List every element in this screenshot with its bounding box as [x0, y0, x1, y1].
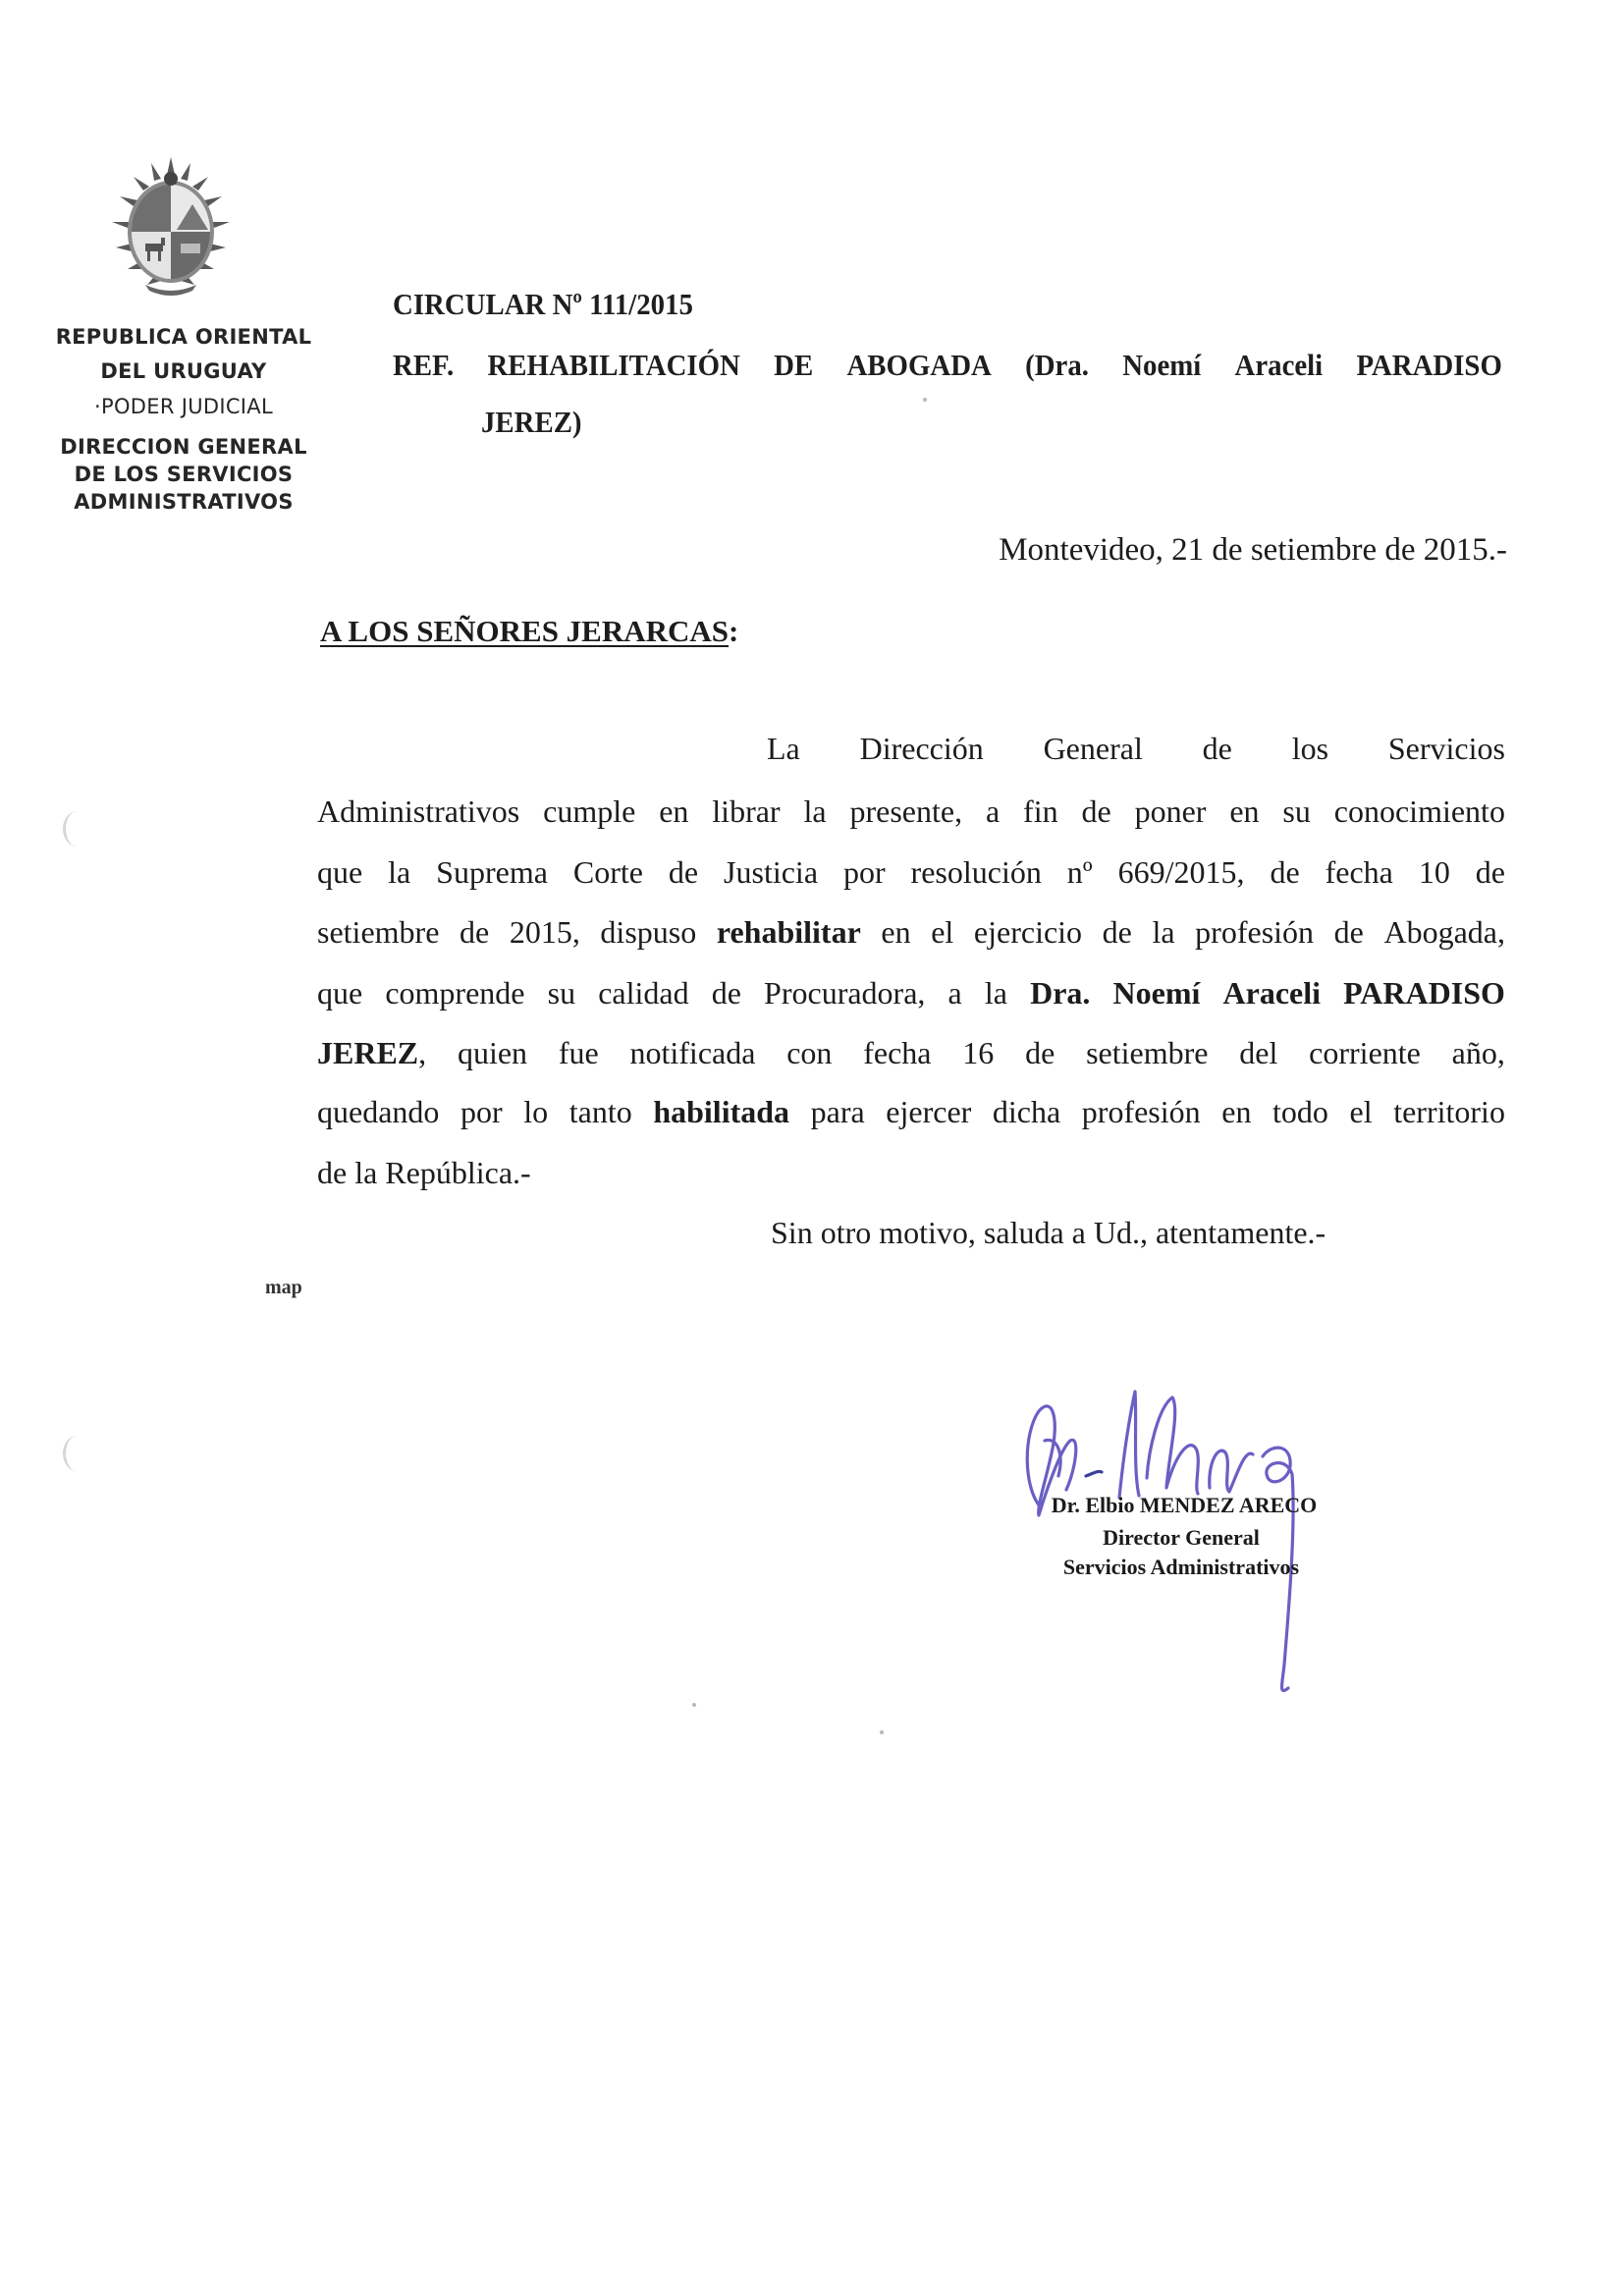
- word: de: [1270, 854, 1300, 890]
- body-line-2: [317, 792, 1505, 831]
- signer-name: Dr. Elbio MENDEZ ARECO: [1051, 1493, 1318, 1517]
- word: de: [668, 854, 699, 890]
- hole-punch-mark: [63, 1436, 91, 1471]
- word: del: [1239, 1035, 1278, 1070]
- word: cumple: [543, 793, 636, 829]
- word: comprende: [385, 975, 525, 1011]
- closing-line: Sin otro motivo, saluda a Ud., atentamente.-: [771, 1215, 1326, 1250]
- word: los: [1291, 731, 1329, 766]
- scan-speck: [923, 398, 927, 402]
- salutation-colon: :: [729, 614, 739, 648]
- scan-speck: [880, 1730, 884, 1734]
- word: la: [1152, 914, 1175, 950]
- word: la: [803, 793, 827, 829]
- emphasis-name: Araceli: [1222, 975, 1321, 1011]
- word: Corte: [572, 854, 643, 890]
- emphasis-name: PARADISO: [1343, 975, 1505, 1011]
- word: dicha: [992, 1094, 1061, 1129]
- word: ,: [418, 1035, 427, 1070]
- body-line-5: [317, 973, 1505, 1012]
- word: el: [931, 914, 954, 950]
- word: 669/2015,: [1117, 854, 1245, 890]
- body-line-7: [317, 1092, 1505, 1131]
- word: territorio: [1393, 1094, 1505, 1129]
- word: a: [985, 793, 1001, 829]
- word: la: [984, 975, 1007, 1011]
- ref-word: (Dra.: [1025, 348, 1089, 382]
- word: de: [1081, 793, 1111, 829]
- word: notificada: [629, 1035, 756, 1070]
- word: Dirección: [859, 731, 984, 766]
- signer-office: Servicios Administrativos: [1062, 1555, 1300, 1579]
- word: de: [1202, 731, 1232, 766]
- emphasis-surname: JEREZ: [317, 1035, 419, 1070]
- word: poner: [1134, 793, 1207, 829]
- word: a: [947, 975, 962, 1011]
- word: de: [1333, 914, 1364, 950]
- word: año,: [1451, 1035, 1505, 1070]
- word: La: [767, 731, 800, 766]
- word: su: [547, 975, 576, 1011]
- ref-word: ABOGADA: [846, 348, 992, 382]
- reference-line: [393, 348, 1502, 383]
- word: tanto: [568, 1094, 632, 1129]
- word: que: [317, 854, 363, 890]
- word: que: [317, 975, 363, 1011]
- letterhead-line-6: ADMINISTRATIVOS: [74, 490, 294, 514]
- ref-word: PARADISO: [1356, 348, 1502, 382]
- word: fue: [558, 1035, 599, 1070]
- coat-of-arms-icon: [102, 153, 240, 299]
- word: lo: [523, 1094, 549, 1129]
- ref-prefix: REF.: [393, 348, 455, 382]
- word: fin: [1023, 793, 1058, 829]
- word: por: [842, 854, 886, 890]
- word: de: [1475, 854, 1505, 890]
- ref-word: REHABILITACIÓN: [487, 348, 740, 382]
- word: de: [1025, 1035, 1055, 1070]
- emphasis-name: Noemí: [1112, 975, 1201, 1011]
- word: con: [786, 1035, 833, 1070]
- word: presente,: [849, 793, 963, 829]
- emphasis-rehabilitar: rehabilitar: [716, 914, 861, 950]
- word: corriente: [1309, 1035, 1421, 1070]
- ref-word: Noemí: [1122, 348, 1202, 382]
- word: Abogada,: [1383, 914, 1505, 950]
- word: en: [1221, 1094, 1252, 1129]
- body-line-6: [317, 1033, 1505, 1072]
- word: para: [810, 1094, 865, 1129]
- word: en: [659, 793, 689, 829]
- letterhead-line-5: DE LOS SERVICIOS: [74, 463, 294, 486]
- word: 10: [1418, 854, 1450, 890]
- word: General: [1043, 731, 1143, 766]
- word-group: [317, 1033, 426, 1072]
- word: profesión: [1195, 914, 1315, 950]
- ref-word: Araceli: [1234, 348, 1324, 382]
- reference-continuation: JEREZ): [481, 405, 582, 439]
- word: en: [1229, 793, 1260, 829]
- word: de: [1102, 914, 1132, 950]
- word: profesión: [1081, 1094, 1201, 1129]
- salutation: [320, 614, 738, 649]
- word: quien: [457, 1035, 528, 1070]
- word: Justicia: [724, 854, 819, 890]
- signer-title: Director General: [1103, 1525, 1260, 1550]
- letterhead-line-2: DEL URUGUAY: [100, 359, 267, 383]
- word: la: [388, 854, 411, 890]
- date-line: Montevideo, 21 de setiembre de 2015.-: [999, 532, 1507, 568]
- emphasis-name: Dra.: [1030, 975, 1091, 1011]
- word: resolución: [910, 854, 1042, 890]
- word: Administrativos: [317, 793, 520, 829]
- emphasis-habilitada: habilitada: [653, 1094, 790, 1129]
- ref-word: DE: [774, 348, 814, 382]
- word: nº: [1066, 854, 1093, 890]
- word: todo: [1272, 1094, 1328, 1129]
- typist-initials: map: [265, 1277, 302, 1298]
- scan-speck: [692, 1703, 696, 1707]
- word: setiembre: [1086, 1035, 1209, 1070]
- word: de la República.-: [317, 1155, 531, 1190]
- word: librar: [712, 793, 781, 829]
- word: el: [1349, 1094, 1373, 1129]
- letterhead-line-3: ·PODER JUDICIAL: [94, 395, 273, 418]
- letterhead-line-4: DIRECCION GENERAL: [60, 435, 307, 459]
- word: fecha: [863, 1035, 932, 1070]
- word: setiembre: [317, 914, 440, 950]
- word: conocimiento: [1333, 793, 1505, 829]
- word: Procuradora,: [764, 975, 926, 1011]
- word: Suprema: [436, 854, 548, 890]
- word: fecha: [1325, 854, 1393, 890]
- word: 16: [962, 1035, 995, 1070]
- word: ejercer: [886, 1094, 972, 1129]
- body-line-4: [317, 912, 1505, 952]
- word: ejercicio: [973, 914, 1083, 950]
- word: de: [460, 914, 490, 950]
- word: dispuso: [600, 914, 697, 950]
- word: por: [460, 1094, 503, 1129]
- body-line-3: [317, 852, 1505, 892]
- word: su: [1282, 793, 1311, 829]
- body-line-1: [767, 729, 1505, 768]
- letterhead-line-1: REPUBLICA ORIENTAL: [55, 325, 312, 349]
- word: de: [711, 975, 741, 1011]
- word: Servicios: [1387, 731, 1505, 766]
- word: quedando: [317, 1094, 440, 1129]
- word: en: [881, 914, 911, 950]
- word: calidad: [598, 975, 689, 1011]
- body-line-8: [317, 1153, 1505, 1192]
- circular-number: CIRCULAR Nº 111/2015: [393, 287, 693, 321]
- hole-punch-mark: [63, 811, 91, 847]
- salutation-text: A LOS SEÑORES JERARCAS: [320, 614, 730, 648]
- word: 2015,: [509, 914, 580, 950]
